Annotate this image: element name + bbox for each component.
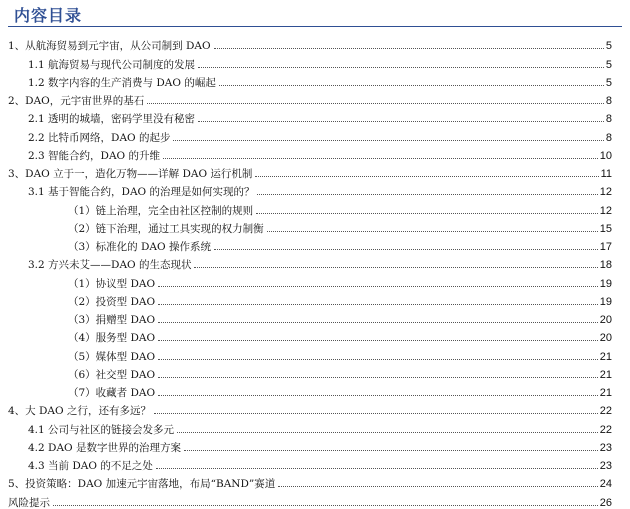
toc-leader-dots bbox=[158, 303, 598, 305]
toc-entry-page: 15 bbox=[599, 222, 612, 235]
toc-entry[interactable] bbox=[8, 144, 612, 162]
toc-leader-dots bbox=[184, 449, 598, 451]
toc-leader-dots bbox=[156, 467, 598, 469]
toc-entry-title: （5）媒体型 DAO bbox=[68, 350, 156, 363]
toc-entry[interactable] bbox=[8, 344, 612, 362]
toc-entry[interactable] bbox=[8, 180, 612, 198]
toc-entry-title: 2.1 透明的城墙，密码学里没有秘密 bbox=[28, 113, 196, 126]
toc-entry[interactable] bbox=[8, 162, 612, 180]
toc-entry-title: （1）链上治理，完全由社区控制的规则 bbox=[68, 204, 254, 217]
toc-entry-title: 2.3 智能合约，DAO 的升维 bbox=[28, 149, 160, 162]
toc-leader-dots bbox=[173, 139, 603, 141]
toc-entry-page: 26 bbox=[599, 496, 612, 509]
toc-entry-page: 8 bbox=[605, 113, 612, 126]
toc-entry[interactable] bbox=[8, 198, 612, 216]
toc-entry-page: 12 bbox=[599, 186, 612, 199]
toc-entry-page: 5 bbox=[605, 76, 612, 89]
toc-entry[interactable] bbox=[8, 399, 612, 417]
toc-leader-dots bbox=[214, 248, 598, 250]
toc-entry-title: （3）捐赠型 DAO bbox=[68, 314, 156, 326]
toc-entry-title: （1）协议型 DAO bbox=[68, 277, 156, 290]
toc-entry[interactable] bbox=[8, 417, 612, 435]
toc-entry-page: 21 bbox=[599, 368, 612, 381]
toc-entry-title: 1.1 航海贸易与现代公司制度的发展 bbox=[28, 58, 196, 71]
toc-entry[interactable] bbox=[8, 253, 612, 271]
toc-entry-page: 19 bbox=[599, 277, 612, 290]
heading-divider bbox=[8, 26, 622, 27]
toc-entry-title: 3.1 基于智能合约，DAO 的治理是如何实现的？ bbox=[28, 186, 255, 199]
toc-entry-title: 5、投资策略：DAO 加速元宇宙落地，布局“BAND”赛道 bbox=[8, 478, 276, 491]
toc-entry-page: 20 bbox=[599, 332, 612, 345]
toc-entry-title: 4.2 DAO 是数字世界的治理方案 bbox=[28, 441, 181, 454]
toc-leader-dots bbox=[198, 120, 604, 122]
toc-entry-title: 2.2 比特币网络，DAO 的起步 bbox=[28, 131, 171, 144]
toc-entry[interactable] bbox=[8, 326, 612, 344]
toc-entry-page: 8 bbox=[605, 95, 612, 107]
toc-entry-page: 10 bbox=[599, 149, 612, 162]
toc-entry-title: （3）标准化的 DAO 操作系统 bbox=[68, 241, 211, 253]
table-of-contents bbox=[8, 34, 612, 509]
toc-leader-dots bbox=[278, 485, 597, 487]
toc-entry-page: 11 bbox=[600, 168, 612, 180]
toc-entry-title: （6）社交型 DAO bbox=[68, 368, 156, 381]
toc-leader-dots bbox=[214, 47, 604, 49]
toc-entry-page: 22 bbox=[599, 405, 612, 418]
toc-entry-title: 风险提示 bbox=[8, 496, 50, 509]
toc-entry-title: 3、DAO 立于一，造化万物——详解 DAO 运行机制 bbox=[8, 168, 253, 180]
toc-leader-dots bbox=[219, 84, 604, 86]
toc-entry[interactable] bbox=[8, 381, 612, 399]
toc-entry-title: 3.2 方兴未艾——DAO 的生态现状 bbox=[28, 259, 192, 272]
toc-entry-title: （2）投资型 DAO bbox=[68, 295, 156, 308]
toc-entry-title: 4.3 当前 DAO 的不足之处 bbox=[28, 460, 153, 472]
toc-entry-page: 21 bbox=[599, 350, 612, 363]
toc-entry-page: 24 bbox=[599, 478, 612, 491]
toc-leader-dots bbox=[163, 157, 598, 159]
toc-heading: 内容目录 bbox=[14, 6, 83, 25]
toc-entry-title: （7）收藏者 DAO bbox=[68, 387, 156, 399]
toc-leader-dots bbox=[158, 285, 598, 287]
toc-entry[interactable] bbox=[8, 235, 612, 253]
toc-leader-dots bbox=[198, 66, 604, 68]
toc-entry-title: （2）链下治理，通过工具实现的权力制衡 bbox=[68, 222, 264, 235]
toc-entry[interactable] bbox=[8, 71, 612, 89]
toc-entry-page: 12 bbox=[599, 204, 612, 217]
toc-entry-page: 5 bbox=[605, 40, 612, 53]
toc-entry-title: 1.2 数字内容的生产消费与 DAO 的崛起 bbox=[28, 76, 216, 89]
toc-entry-page: 23 bbox=[599, 441, 612, 454]
toc-entry-title: 2、DAO，元宇宙世界的基石 bbox=[8, 95, 145, 107]
toc-entry-page: 23 bbox=[599, 460, 612, 472]
toc-entry-page: 8 bbox=[605, 131, 612, 144]
toc-entry-title: （4）服务型 DAO bbox=[68, 332, 156, 345]
toc-entry-page: 5 bbox=[605, 58, 612, 71]
toc-entry-page: 20 bbox=[599, 314, 612, 326]
toc-entry[interactable] bbox=[8, 363, 612, 381]
toc-leader-dots bbox=[158, 394, 598, 396]
toc-leader-dots bbox=[53, 504, 598, 506]
toc-entry[interactable] bbox=[8, 308, 612, 326]
toc-entry[interactable] bbox=[8, 490, 612, 508]
toc-leader-dots bbox=[194, 266, 597, 268]
toc-entry[interactable] bbox=[8, 125, 612, 143]
toc-leader-dots bbox=[158, 339, 598, 341]
toc-leader-dots bbox=[267, 230, 598, 232]
toc-leader-dots bbox=[158, 358, 598, 360]
toc-entry[interactable] bbox=[8, 454, 612, 472]
toc-leader-dots bbox=[154, 412, 598, 414]
toc-entry-page: 19 bbox=[599, 295, 612, 308]
toc-entry-page: 17 bbox=[599, 241, 612, 253]
toc-entry[interactable] bbox=[8, 290, 612, 308]
toc-entry-title: 4、大 DAO 之行，还有多远？ bbox=[8, 405, 151, 418]
toc-entry[interactable] bbox=[8, 107, 612, 125]
toc-entry-page: 18 bbox=[599, 259, 612, 272]
toc-entry-title: 4.1 公司与社区的链接会发多元 bbox=[28, 423, 175, 436]
toc-entry[interactable] bbox=[8, 436, 612, 454]
toc-leader-dots bbox=[158, 321, 598, 323]
toc-entry[interactable] bbox=[8, 472, 612, 490]
toc-leader-dots bbox=[147, 102, 604, 104]
toc-leader-dots bbox=[255, 175, 598, 177]
toc-leader-dots bbox=[158, 376, 598, 378]
toc-entry-title: 1、从航海贸易到元宇宙，从公司制到 DAO bbox=[8, 40, 211, 53]
toc-entry[interactable] bbox=[8, 271, 612, 289]
toc-entry-page: 21 bbox=[599, 387, 612, 399]
toc-entry[interactable] bbox=[8, 217, 612, 235]
toc-leader-dots bbox=[256, 212, 598, 214]
toc-leader-dots bbox=[257, 193, 597, 195]
toc-entry[interactable] bbox=[8, 34, 612, 52]
toc-entry[interactable] bbox=[8, 52, 612, 70]
toc-leader-dots bbox=[177, 431, 598, 433]
toc-entry[interactable] bbox=[8, 89, 612, 107]
toc-entry-page: 22 bbox=[599, 423, 612, 436]
